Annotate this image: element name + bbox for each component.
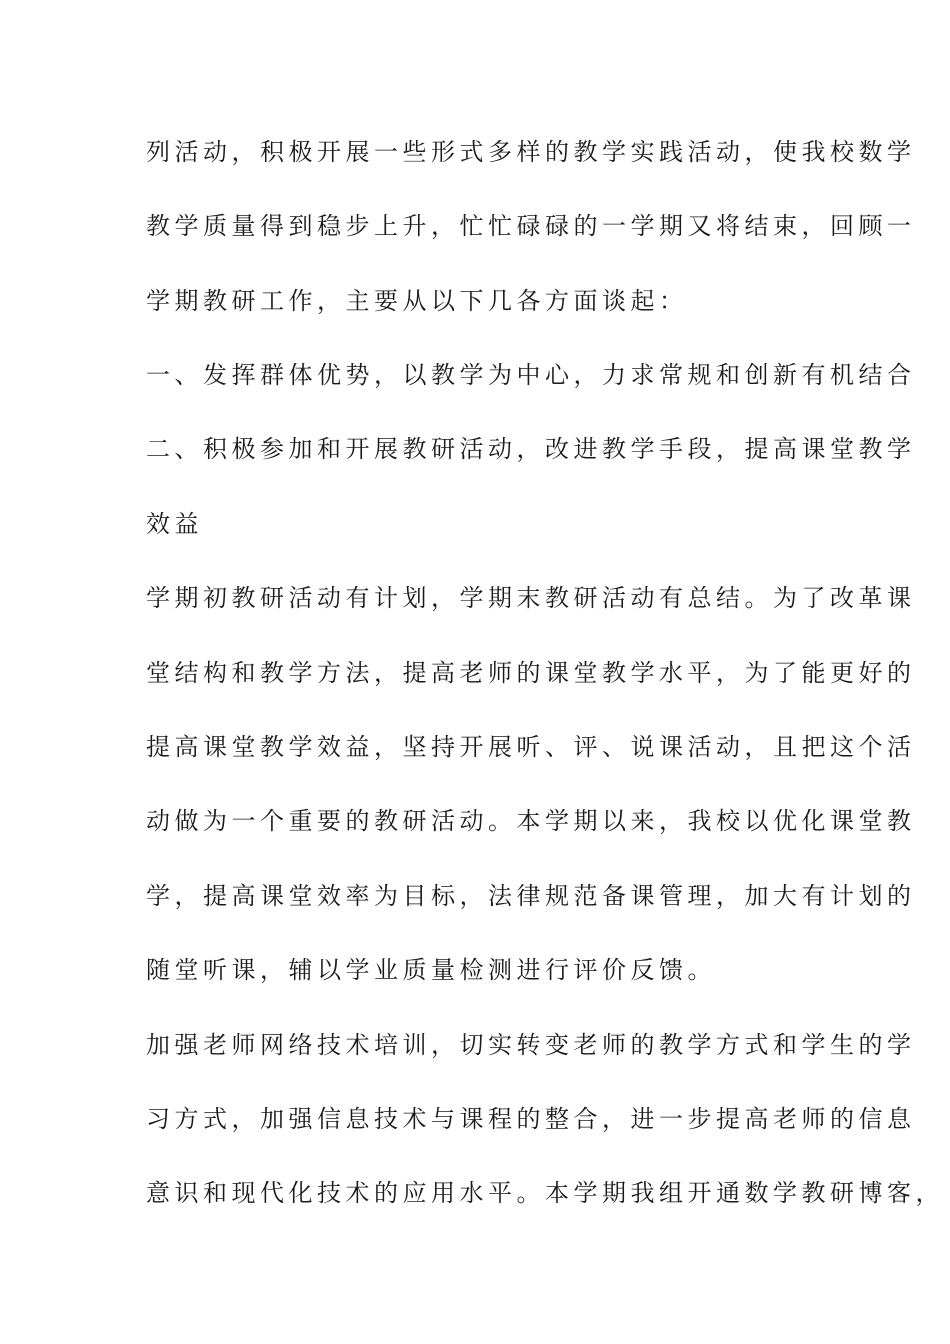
paragraph-line: 提高课堂教学效益，坚持开展听、评、说课活动，且把这个活 <box>146 733 916 761</box>
section-heading: 一、发挥群体优势，以教学为中心，力求常规和创新有机结合 <box>146 361 916 389</box>
paragraph-line: 意识和现代化技术的应用水平。本学期我组开通数学教研博客， <box>146 1179 944 1207</box>
paragraph-line: 学，提高课堂效率为目标，法律规范备课管理，加大有计划的 <box>146 882 916 910</box>
section-heading: 二、积极参加和开展教研活动，改进教学手段，提高课堂教学 <box>146 435 916 463</box>
paragraph-line: 加强老师网络技术培训，切实转变老师的教学方式和学生的学 <box>146 1031 916 1059</box>
paragraph-line: 习方式，加强信息技术与课程的整合，进一步提高老师的信息 <box>146 1105 916 1133</box>
paragraph-line: 教学质量得到稳步上升，忙忙碌碌的一学期又将结束，回顾一 <box>146 212 916 240</box>
paragraph-line: 学期初教研活动有计划，学期末教研活动有总结。为了改革课 <box>146 584 916 612</box>
paragraph-line: 学期教研工作，主要从以下几各方面谈起： <box>146 287 688 315</box>
paragraph-line: 堂结构和教学方法，提高老师的课堂教学水平，为了能更好的 <box>146 659 916 687</box>
section-heading-continued: 效益 <box>146 510 203 538</box>
paragraph-line: 列活动，积极开展一些形式多样的教学实践活动，使我校数学 <box>146 138 916 166</box>
paragraph-line: 动做为一个重要的教研活动。本学期以来，我校以优化课堂教 <box>146 807 916 835</box>
paragraph-line: 随堂听课，辅以学业质量检测进行评价反馈。 <box>146 956 716 984</box>
